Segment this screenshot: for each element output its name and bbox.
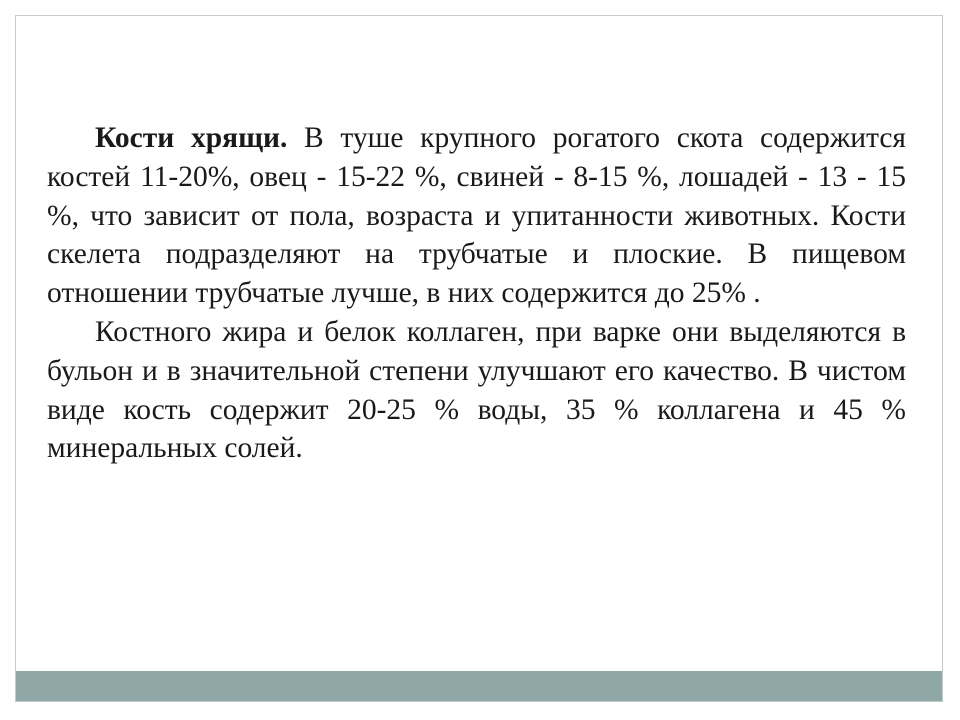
paragraph-bones: [47, 119, 906, 313]
body-text: [47, 119, 906, 468]
footer-bar: [16, 671, 942, 701]
paragraph-lead-bold: Кости хрящи.: [95, 122, 288, 154]
paragraph-collagen: [47, 313, 906, 468]
paragraph-text: Костного жира и белок коллаген, при варке они выделяются в бульон и в значительной степени улучшают его качество. В чистом виде кость содержит 20-25 % воды, 35 % коллагена и 45 % минеральных солей.: [47, 315, 906, 465]
paragraph-text: В туше крупного рогатого скота содержится костей 11-20%, овец - 15-22 %, свиней - 8-15 %, лошадей - 13 - 15 %, что зависит от пола, возраста и упитанности животных. Кости скелета подразделяют на трубчатые и плоские. В пищевом отношении трубчатые лучше, в них содержится до 25% .: [47, 122, 906, 310]
